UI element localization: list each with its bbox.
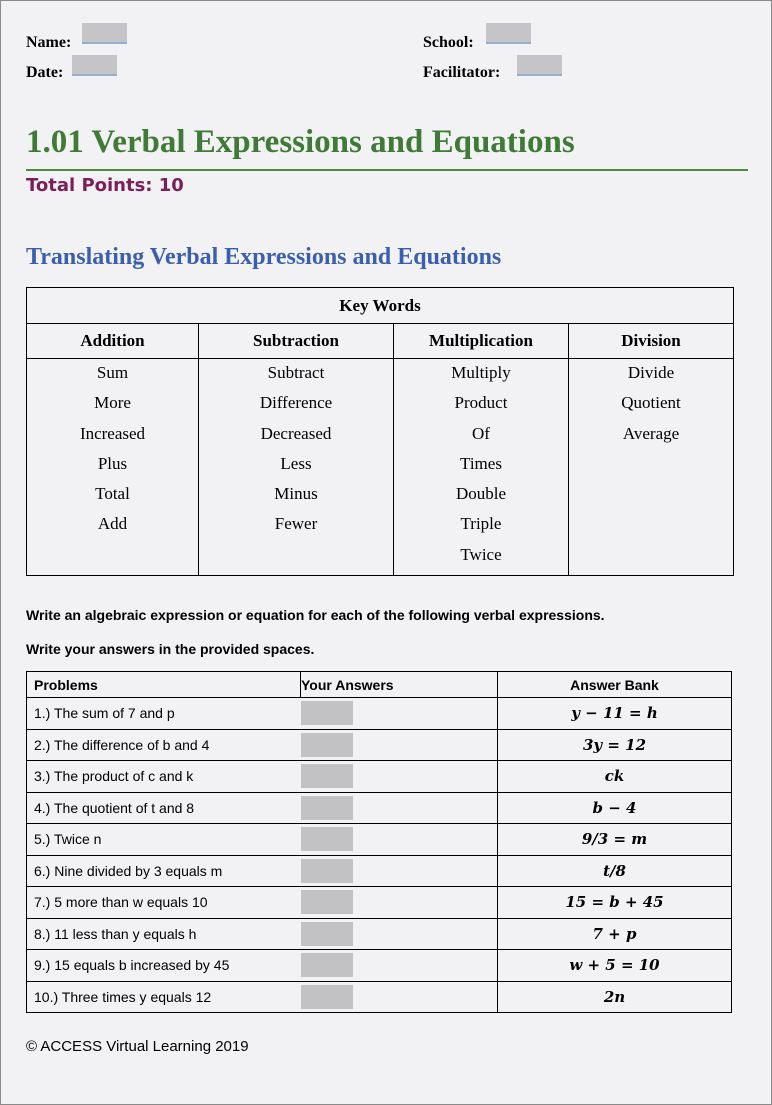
key-word: Sum (96, 363, 129, 382)
table-row (27, 698, 732, 730)
key-word: Divide (627, 363, 675, 382)
answer-bank-item: 15 = b + 45 (498, 887, 732, 919)
key-word: Average (622, 423, 680, 443)
problem-text: 10.) Three times y equals 12 (27, 981, 301, 1013)
facilitator-label: Facilitator: (423, 64, 501, 81)
answer-bank-item: b − 4 (498, 792, 732, 824)
page-title: 1.01 Verbal Expressions and Equations (26, 124, 575, 160)
name-label: Name: (26, 34, 72, 51)
answer-input-6[interactable] (301, 859, 353, 883)
date-field[interactable] (72, 55, 117, 76)
multiplication-words (394, 359, 569, 576)
answer-bank-item: y − 11 = h (498, 698, 732, 730)
copyright-footer: © ACCESS Virtual Learning 2019 (26, 1038, 249, 1055)
answer-input-1[interactable] (301, 701, 353, 725)
name-field[interactable] (82, 23, 127, 44)
table-row (27, 981, 732, 1013)
answer-input-8[interactable] (301, 922, 353, 946)
key-word: Decreased (260, 423, 332, 443)
answer-bank-item: 2n (498, 981, 732, 1013)
key-word: Triple (460, 514, 502, 534)
problem-text: 2.) The difference of b and 4 (27, 729, 301, 761)
division-words (569, 359, 734, 576)
answer-input-5[interactable] (301, 827, 353, 851)
table-row (27, 855, 732, 887)
answers-header: Your Answers (301, 672, 498, 698)
answer-bank-item: 7 + p (498, 918, 732, 950)
problem-text: 5.) Twice n (27, 824, 301, 856)
key-word: Plus (97, 453, 128, 473)
answer-input-7[interactable] (301, 890, 353, 914)
answer-bank-item: 3y = 12 (498, 729, 732, 761)
heading-addition: Addition (27, 324, 199, 359)
problem-text: 7.) 5 more than w equals 10 (27, 887, 301, 919)
problem-text: 3.) The product of c and k (27, 761, 301, 793)
answer-bank-item: t/8 (498, 855, 732, 887)
answer-input-4[interactable] (301, 796, 353, 820)
key-word: Multiply (451, 363, 511, 382)
problem-text: 8.) 11 less than y equals h (27, 918, 301, 950)
answer-bank-item: w + 5 = 10 (498, 950, 732, 982)
table-row (27, 824, 732, 856)
key-word: Product (454, 393, 508, 413)
key-word: Less (280, 453, 312, 473)
problem-text: 6.) Nine divided by 3 equals m (27, 855, 301, 887)
title-divider (26, 169, 748, 171)
key-word: Increased (79, 423, 146, 443)
instruction-line-2: Write your answers in the provided spaces. (26, 641, 315, 657)
school-label: School: (423, 34, 474, 51)
key-word: More (94, 393, 131, 413)
problem-text: 9.) 15 equals b increased by 45 (27, 950, 301, 982)
key-word: Subtract (267, 363, 325, 382)
key-word: Minus (274, 484, 318, 504)
addition-words (27, 359, 199, 576)
table-row (27, 729, 732, 761)
subtraction-words (199, 359, 394, 576)
heading-division: Division (569, 324, 734, 359)
section-title: Translating Verbal Expressions and Equations (26, 244, 502, 270)
key-word: Fewer (274, 514, 318, 534)
key-words-caption: Key Words (27, 288, 734, 324)
table-row (27, 918, 732, 950)
table-row (27, 887, 732, 919)
key-word: Total (95, 484, 130, 504)
instruction-line-1: Write an algebraic expression or equation for each of the following verbal expressions. (26, 607, 605, 623)
problem-text: 1.) The sum of 7 and p (27, 698, 301, 730)
date-label: Date: (26, 64, 64, 81)
table-row (27, 950, 732, 982)
key-word: Quotient (621, 393, 681, 413)
facilitator-field[interactable] (517, 55, 562, 76)
key-word: Times (460, 453, 502, 473)
heading-multiplication: Multiplication (394, 324, 569, 359)
total-points: Total Points: 10 (26, 175, 184, 196)
key-word: Difference (259, 393, 333, 413)
problem-text: 4.) The quotient of t and 8 (27, 792, 301, 824)
answer-bank-header: Answer Bank (498, 672, 732, 698)
key-word: Double (455, 484, 507, 504)
answer-input-9[interactable] (301, 953, 353, 977)
table-row (27, 792, 732, 824)
school-field[interactable] (486, 23, 531, 44)
problems-header: Problems (27, 672, 301, 698)
table-row (27, 761, 732, 793)
answer-input-2[interactable] (301, 733, 353, 757)
key-word: Of (472, 423, 490, 443)
problems-table (26, 671, 732, 1013)
answer-bank-item: 9/3 = m (498, 824, 732, 856)
heading-subtraction: Subtraction (199, 324, 394, 359)
key-word: Add (97, 514, 128, 534)
key-words-table (26, 287, 734, 576)
key-word: Twice (460, 544, 502, 564)
answer-input-3[interactable] (301, 764, 353, 788)
answer-bank-item: ck (498, 761, 732, 793)
answer-input-10[interactable] (301, 985, 353, 1009)
